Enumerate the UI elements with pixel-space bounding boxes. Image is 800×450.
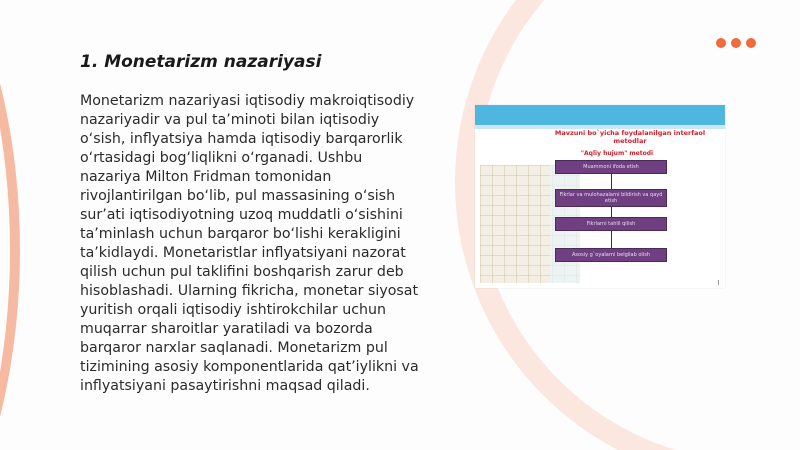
flow-step-3: Fikrlarni tahlil qilish bbox=[555, 217, 667, 231]
method-diagram-image bbox=[475, 105, 725, 288]
figure-heading: Mavzuni bo`yicha foydalanilgan interfaol metodlar bbox=[554, 129, 706, 145]
dot-icon bbox=[731, 38, 741, 48]
dot-icon bbox=[746, 38, 756, 48]
slide-body-text: Monetarizm nazariyasi iqtisodiy makroiqtisodiy nazariyadir va pul ta’minoti bilan iqtisodiy o‘sish, inflyatsiya hamda iqtisodiy barqarorlik o‘rtasidagi bog‘liqlikni o‘rganadi. Ushbu nazariya Milton Fridman tomonidan rivojlantirilgan bo‘lib, pul massasining o‘sish sur’ati iqtisodiyotning uzoq muddatli o‘sishini ta’minlash uchun barqaror bo‘lishi kerakligini ta’kidlaydi. Monetaristlar inflyatsiyani nazorat qilish uchun pul taklifini boshqarish zarur deb hisoblashadi. Ularning fikricha, monetar siyosat yuritish orqali iqtisodiy ishtirokchilar uchun muqarrar sharoitlar yaratiladi va bozorda barqaror narxlar saqlanadi. Monetarizm pul tizimining asosiy komponentlarida qat’iylikni va inflyatsiyani pasaytirishni maqsad qiladi. bbox=[80, 93, 419, 394]
flow-step-2: Fikrlar va mulohazalarni bildirish va qayd etish bbox=[555, 189, 667, 207]
flow-step-1: Muammoni ifoda etish bbox=[555, 160, 667, 174]
flow-step-4: Asosiy g`oyalarni belgilab olish bbox=[555, 248, 667, 262]
figure-subheading: "Aqliy hujum" metodi bbox=[580, 150, 654, 157]
decorative-dots bbox=[716, 38, 756, 48]
flow-connector-line bbox=[611, 169, 612, 259]
dot-icon bbox=[716, 38, 726, 48]
slide-title: 1. Monetarizm nazariyasi bbox=[80, 52, 322, 72]
decorative-arc-left bbox=[0, 0, 20, 450]
figure-tick-mark bbox=[718, 280, 719, 285]
figure-header-bar bbox=[475, 105, 725, 125]
